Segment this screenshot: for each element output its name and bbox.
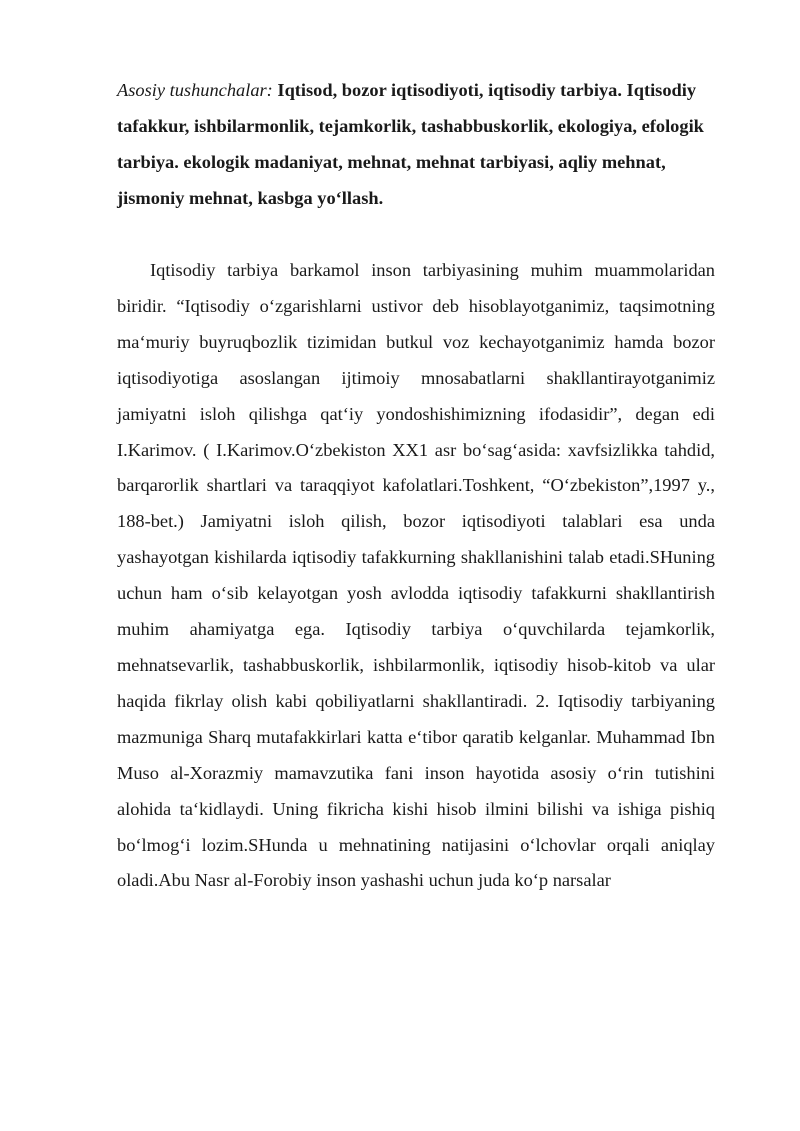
document-page: [117, 72, 715, 899]
key-concepts: [117, 72, 715, 216]
key-concepts-terms: Iqtisod, bozor iqtisodiyoti, iqtisodiy tarbiya. Iqtisodiy tafakkur, ishbilarmonlik, tejamkorlik, tashabbuskorlik, ekologiya, efologik tarbiya. ekologik madaniyat, mehnat, mehnat tarbiyasi, aqliy mehnat, jismoniy mehnat, kasbga yo‘llash.: [117, 80, 704, 208]
key-concepts-label: Asosiy tushunchalar:: [117, 80, 273, 100]
body-paragraph: Iqtisodiy tarbiya barkamol inson tarbiyasining muhim muammolaridan biridir. “Iqtisodiy o‘zgarishlarni ustivor deb hisoblayotganimiz, taqsimotning ma‘muriy buyruqbozlik tizimidan butkul voz kechayotganimiz hamda bozor iqtisodiyotiga asoslangan ijtimoiy mnosabatlarni shakllantirayotganimiz jamiyatni isloh qilishga qat‘iy yondoshishimizning ifodasidir”, degan edi I.Karimov. ( I.Karimov.O‘zbekiston XX1 asr bo‘sag‘asida: xavfsizlikka tahdid, barqarorlik shartlari va taraqqiyot kafolatlari.Toshkent, “O‘zbekiston”,1997 y., 188-bet.) Jamiyatni isloh qilish, bozor iqtisodiyoti talablari esa unda yashayotgan kishilarda iqtisodiy tafakkurning shakllanishini talab etadi.SHuning uchun ham o‘sib kelayotgan yosh avlodda iqtisodiy tafakkurni shakllantirish muhim ahamiyatga ega. Iqtisodiy tarbiya o‘quvchilarda tejamkorlik, mehnatsevarlik, tashabbuskorlik, ishbilarmonlik, iqtisodiy hisob-kitob va ular haqida fikrlay olish kabi qobiliyatlarni shakllantiradi. 2. Iqtisodiy tarbiyaning mazmuniga Sharq mutafakkirlari katta e‘tibor qaratib kelganlar. Muhammad Ibn Muso al-Xorazmiy mamavzutika fani inson hayotida asosiy o‘rin tutishini alohida ta‘kidlaydi. Uning fikricha kishi hisob ilmini bilishi va ishiga pishiq bo‘lmog‘i lozim.SHunda u mehnatining natijasini o‘lchovlar orqali aniqlay oladi.Abu Nasr al-Forobiy inson yashashi uchun juda ko‘p narsalar: [117, 260, 715, 891]
